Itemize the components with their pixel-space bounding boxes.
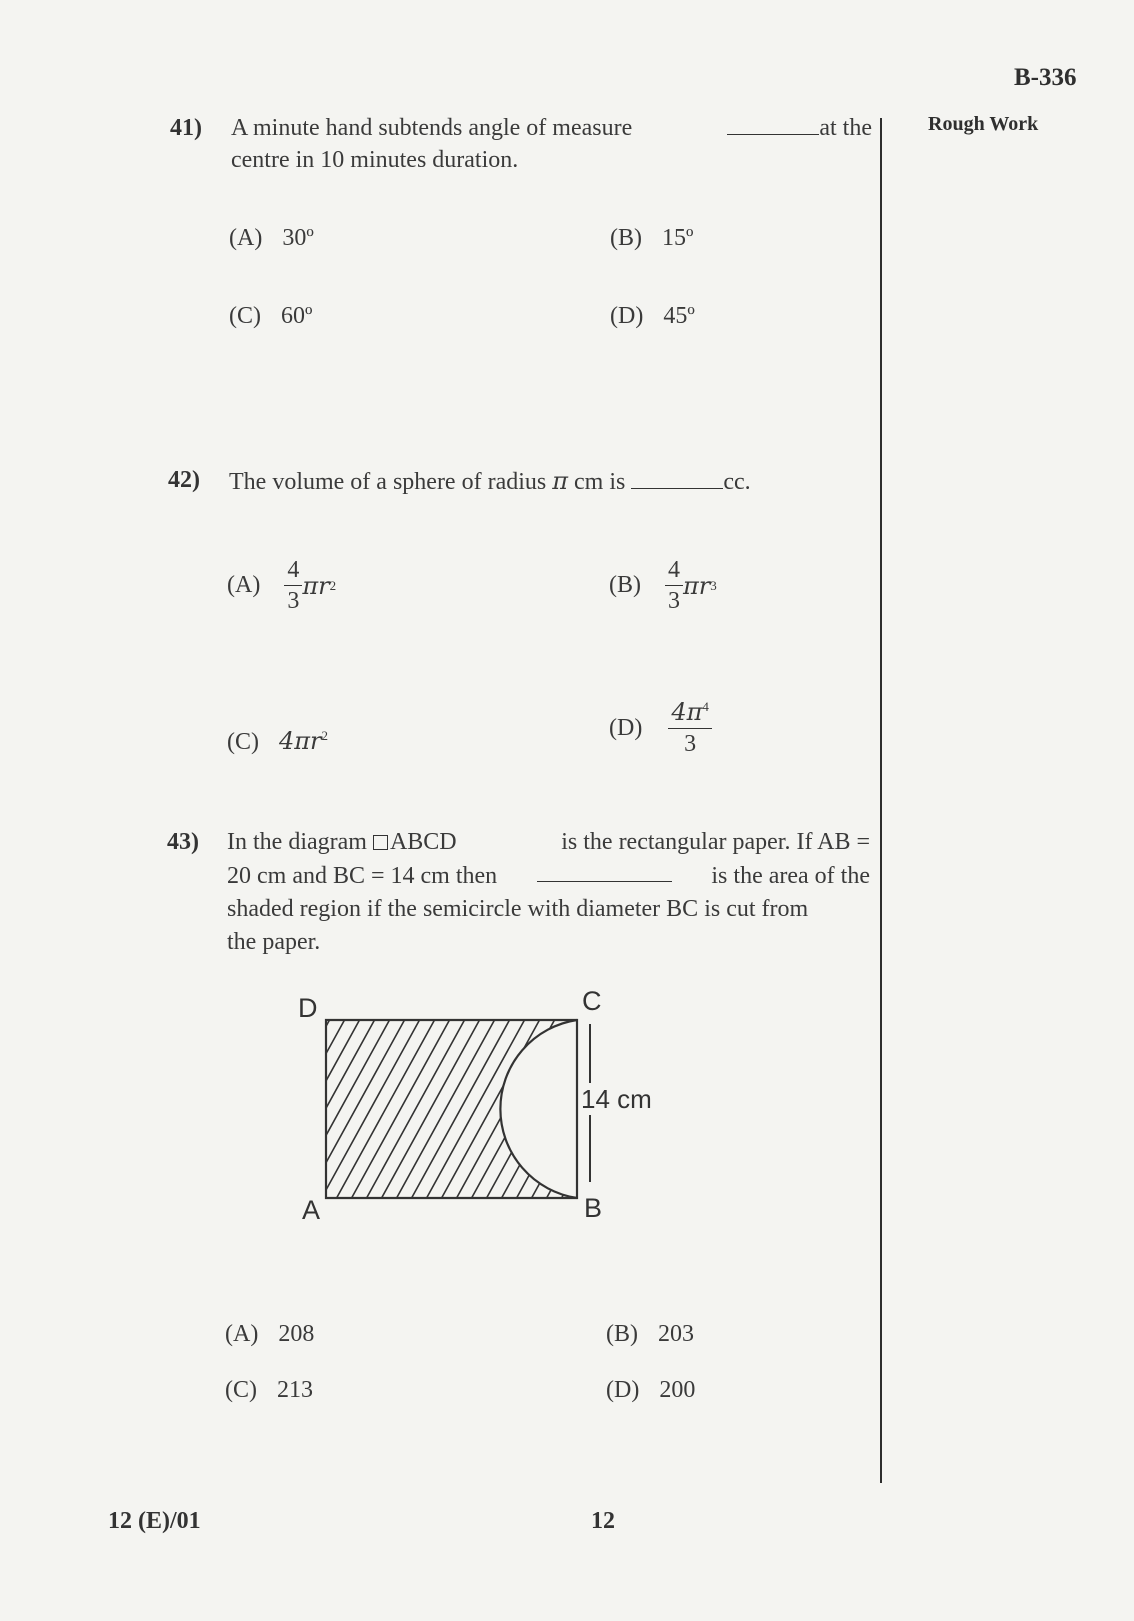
q43-line1-left — [227, 829, 457, 856]
q43-text-line2 — [227, 863, 870, 890]
q43-option-c[interactable] — [225, 1377, 313, 1404]
fraction-bar — [665, 585, 683, 586]
option-label: (D) — [610, 303, 644, 329]
hatch-line — [290, 1010, 365, 1210]
page-number: 12 — [591, 1508, 615, 1534]
q41-text-line1 — [231, 115, 872, 142]
hatch-line — [290, 1010, 395, 1210]
q43-line2-b: is the area of the — [711, 863, 870, 889]
q41-option-c[interactable] — [229, 303, 312, 330]
q42-number: 42) — [168, 467, 200, 493]
q42-option-c[interactable] — [227, 727, 328, 756]
numerator-expression: 4π — [671, 698, 703, 726]
fraction-denominator: 3 — [668, 588, 680, 614]
hatch-line — [290, 1010, 335, 1210]
option-label: (D) — [609, 714, 643, 741]
q42-text-a: The volume of a sphere of radius — [229, 469, 547, 495]
paper-code: B-336 — [1014, 64, 1077, 91]
option-label: (D) — [606, 1377, 640, 1403]
option-label: (B) — [609, 572, 641, 598]
rectangle-semicircle-diagram — [290, 980, 670, 1220]
q42-pi-symbol: π — [552, 467, 569, 495]
option-expression: 4πr — [279, 727, 322, 755]
q42-blank — [631, 470, 723, 489]
q41-text-b-group — [727, 115, 872, 142]
option-label: (C) — [227, 729, 259, 755]
hatch-line — [345, 1010, 455, 1210]
q41-text-a: A minute hand subtends angle of measure — [231, 115, 633, 141]
fraction — [668, 700, 712, 756]
hatch-line — [360, 1010, 470, 1210]
q41-option-a[interactable] — [229, 225, 314, 252]
rough-work-label: Rough Work — [928, 113, 1039, 135]
hatch-line — [405, 1010, 515, 1210]
q43-blank — [537, 863, 672, 882]
option-label: (C) — [229, 303, 261, 329]
hatch-line — [290, 1010, 320, 1210]
option-value: 45º — [663, 303, 695, 329]
option-label: (A) — [227, 572, 261, 598]
option-exponent: 2 — [329, 577, 337, 593]
q41-option-b[interactable] — [610, 225, 693, 252]
fraction — [284, 558, 302, 613]
margin-divider — [880, 118, 882, 1483]
rectangle-abcd — [326, 1020, 577, 1198]
q42-text-b: cm is — [574, 469, 626, 495]
hatch-line — [330, 1010, 440, 1210]
q41-text-line2: centre in 10 minutes duration. — [231, 147, 519, 173]
option-label: (C) — [225, 1377, 257, 1403]
q43-option-a[interactable] — [225, 1321, 314, 1348]
numerator-exponent: 4 — [702, 699, 709, 714]
q42-option-b[interactable] — [609, 558, 717, 613]
fraction-denominator: 3 — [684, 731, 697, 757]
fraction-bar — [284, 585, 302, 586]
vertex-label-a: A — [302, 1195, 321, 1220]
dimension-label: 14 cm — [581, 1084, 652, 1114]
q43-line1-a: In the diagram — [227, 829, 367, 855]
hatch-line — [450, 1010, 560, 1210]
fraction-bar — [668, 728, 712, 729]
hatch-line — [435, 1010, 545, 1210]
q43-line3: shaded region if the semicircle with diameter BC is cut from — [227, 896, 809, 922]
q42-text-c: cc. — [723, 469, 751, 495]
vertex-label-c: C — [582, 986, 602, 1016]
q41-text-b: at the — [819, 115, 872, 141]
hatch-line — [290, 1010, 350, 1210]
hatch-line — [465, 1010, 575, 1210]
q43-option-b[interactable] — [606, 1321, 694, 1348]
q43-line1-c: is the rectangular paper. If AB = — [561, 829, 870, 855]
option-label: (A) — [229, 225, 263, 251]
option-value: 30º — [282, 225, 314, 251]
option-exponent: 3 — [710, 577, 717, 593]
q41-option-d[interactable] — [610, 303, 695, 330]
hatch-line — [290, 1010, 380, 1210]
vertex-label-d: D — [298, 993, 318, 1023]
hatch-line — [420, 1010, 530, 1210]
fraction-numerator: 4 — [287, 557, 300, 583]
q41-blank — [727, 116, 819, 135]
q43-number: 43) — [167, 829, 199, 855]
q43-text-line4: the paper. — [227, 929, 321, 955]
hatch-line — [390, 1010, 500, 1210]
option-label: (A) — [225, 1321, 259, 1347]
option-value: 200 — [659, 1377, 696, 1403]
q43-line1-b: ABCD — [389, 829, 457, 855]
option-exponent: 2 — [321, 728, 329, 743]
option-value: 208 — [278, 1321, 315, 1347]
quadrilateral-symbol-icon — [373, 835, 388, 850]
semicircle-cutout — [500, 1020, 577, 1198]
vertex-label-b: B — [584, 1193, 603, 1220]
hatch-line — [300, 1010, 410, 1210]
fraction — [665, 558, 683, 613]
hatch-line — [315, 1010, 425, 1210]
option-expression: πr — [683, 571, 711, 600]
option-expression: πr — [302, 571, 330, 600]
option-label: (B) — [606, 1321, 638, 1347]
option-label: (B) — [610, 225, 642, 251]
q42-text — [229, 467, 751, 496]
q41-number: 41) — [170, 115, 202, 141]
q43-option-d[interactable] — [606, 1377, 695, 1404]
footer-code: 12 (E)/01 — [108, 1508, 201, 1534]
q43-text-line3 — [227, 896, 870, 923]
option-value: 15º — [662, 225, 694, 251]
option-value: 203 — [658, 1321, 694, 1347]
fraction-numerator — [668, 700, 712, 725]
q43-line2-a: 20 cm and BC = 14 cm then — [227, 863, 498, 889]
option-value: 60º — [281, 303, 313, 329]
q42-option-d[interactable] — [609, 700, 712, 756]
option-value: 213 — [277, 1377, 313, 1403]
fraction-numerator: 4 — [668, 557, 680, 583]
hatch-line — [375, 1010, 485, 1210]
hatch-line — [290, 1010, 305, 1210]
q43-text-line1 — [227, 829, 870, 856]
q42-option-a[interactable] — [227, 558, 336, 613]
fraction-denominator: 3 — [287, 588, 300, 614]
